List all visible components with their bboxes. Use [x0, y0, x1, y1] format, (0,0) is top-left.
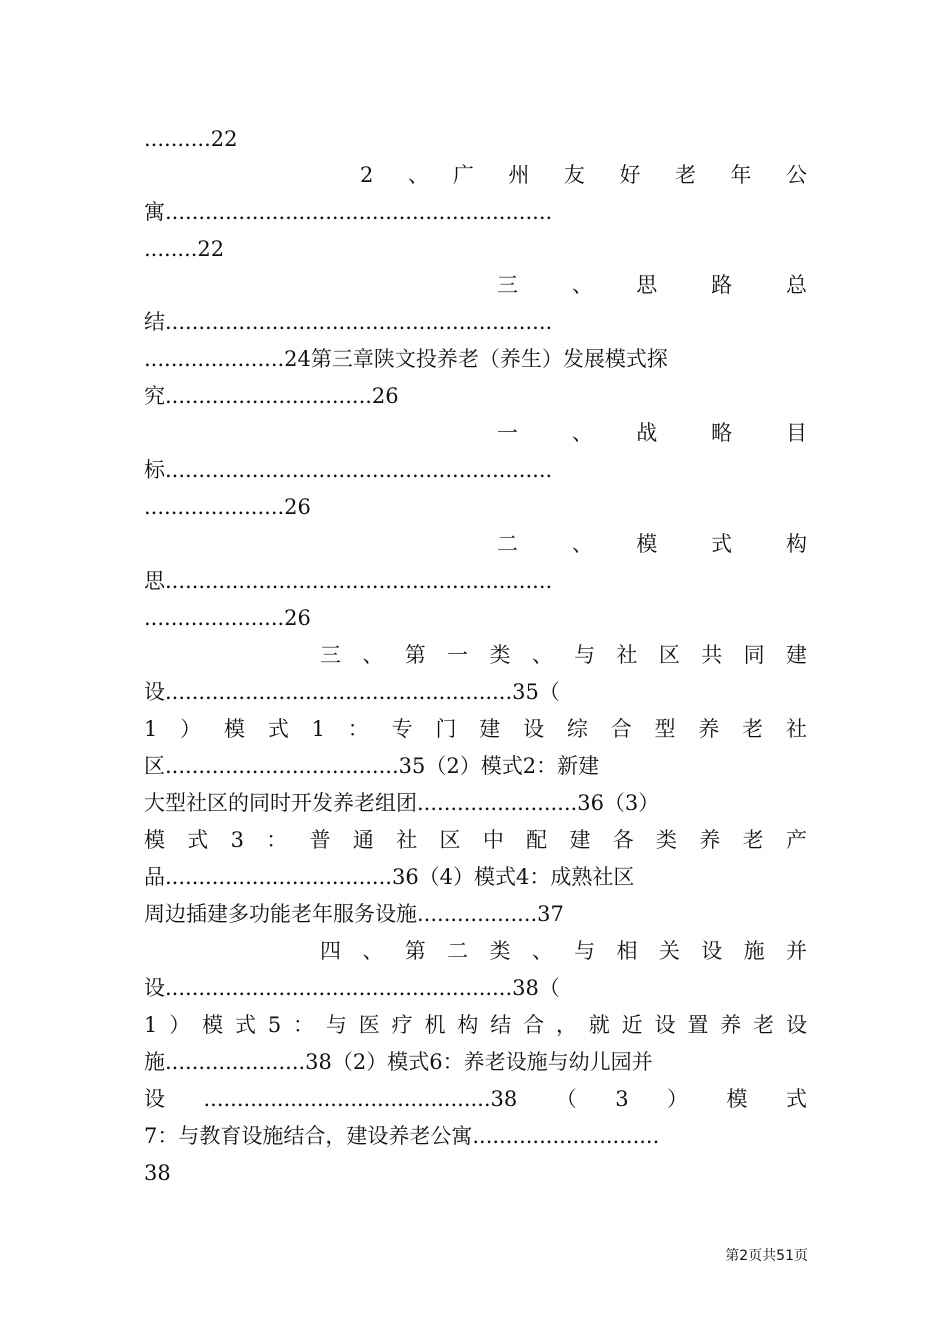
- toc-line: .....................26: [144, 606, 311, 630]
- toc-line: 标..........................................................: [144, 458, 553, 482]
- toc-line: 品..................................36（4）模式4：成熟社区: [144, 865, 635, 889]
- toc-line: 一 、 战 略 目: [497, 421, 807, 445]
- toc-line: 三 、 思 路 总: [497, 273, 807, 297]
- toc-line: 模式3：普通社区中配建各类养老产: [144, 828, 807, 852]
- toc-line: 寓..........................................................: [144, 200, 553, 224]
- toc-line: 施.....................38（2）模式6：养老设施与幼儿园并: [144, 1050, 653, 1074]
- toc-line: 究...............................26: [144, 384, 399, 408]
- toc-line: .....................24第三章陕文投养老（养生）发展模式探: [144, 347, 668, 371]
- page-number: 第2页共51页: [725, 1248, 808, 1264]
- toc-line: 区...................................35（2）模式2：新建: [144, 754, 600, 778]
- toc-line: 设....................................................35（: [144, 680, 560, 704]
- toc-line: 7：与教育设施结合，建设养老公寓............................: [144, 1124, 660, 1148]
- toc-line: 思..........................................................: [144, 569, 553, 593]
- toc-line: 结..........................................................: [144, 310, 553, 334]
- toc-line: 四、第二类、与相关设施并: [320, 939, 807, 963]
- toc-line: 设...........................................38（3）模式: [144, 1087, 807, 1111]
- toc-line: 1）模式5：与医疗机构结合，就近设置养老设: [144, 1013, 807, 1037]
- toc-line: 38: [144, 1161, 171, 1185]
- toc-line: 二 、 模 式 构: [497, 532, 807, 556]
- toc-line: ........22: [144, 237, 225, 261]
- toc-line: 大型社区的同时开发养老组团........................36（3）: [144, 791, 660, 815]
- toc-line: 三、第一类、与社区共同建: [320, 643, 807, 667]
- toc-line: ..........22: [144, 127, 238, 151]
- toc-line: .....................26: [144, 495, 311, 519]
- toc-line: 1）模式1：专门建设综合型养老社: [144, 717, 807, 741]
- toc-line: 周边插建多功能老年服务设施..................37: [144, 902, 564, 926]
- toc-line: 2 、 广 州 友 好 老 年 公: [360, 163, 807, 187]
- toc-line: 设....................................................38（: [144, 976, 560, 1000]
